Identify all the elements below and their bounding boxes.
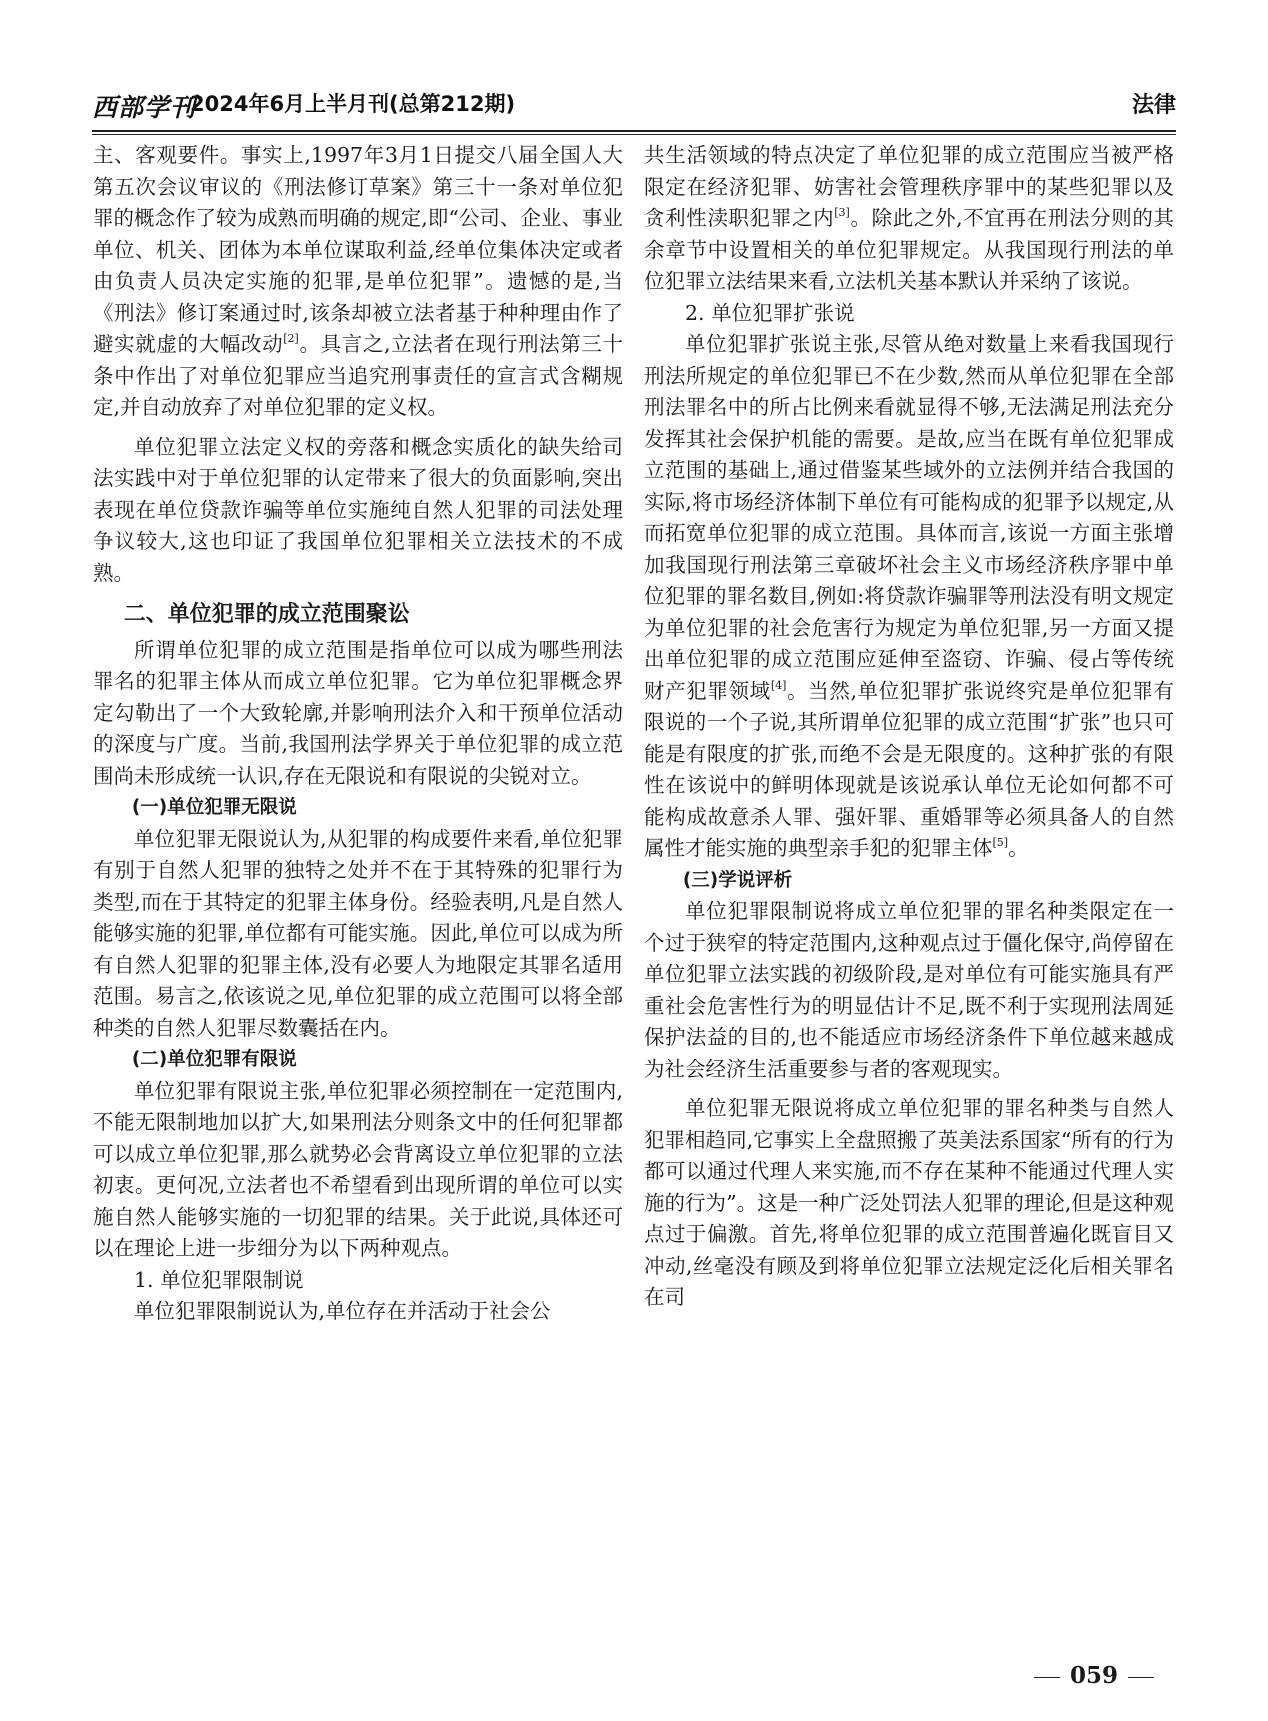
citation-ref: [5] bbox=[992, 836, 1009, 849]
running-header bbox=[92, 86, 1176, 126]
paragraph: 主、客观要件。事实上,1997年3月1日提交八届全国人大第五次会议审议的《刑法修订草案》第三十一条对单位犯罪的概念作了较为成熟而明确的规定,即“公司、企业、事业单位、机关、团体为本单位谋取利益,经单位集体决定或者由负责人员决定实施的犯罪,是单位犯罪”。遗憾的是,当《刑法》修订案通过时,该条却被立法者基于种种理由作了避实就虚的大幅改动[2]。具言之,立法者在现行刑法第三十条中作出了对单位犯罪应当追究刑事责任的宣言式含糊规定,并自动放弃了对单位犯罪的定义权。 bbox=[93, 143, 624, 419]
paragraph: 单位犯罪无限说认为,从犯罪的构成要件来看,单位犯罪有别于自然人犯罪的独特之处并不在于其特殊的犯罪行为类型,而在于其特定的犯罪主体身份。经验表明,凡是自然人能够实施的犯罪,单位都有可能实施。因此,单位可以成为所有自然人犯罪的犯罪主体,没有必要人为地限定其罪名适用范围。易言之,依该说之见,单位犯罪的成立范围可以将全部种类的自然人犯罪尽数囊括在内。 bbox=[93, 826, 623, 1040]
paragraph: 所谓单位犯罪的成立范围是指单位可以成为哪些刑法罪名的犯罪主体从而成立单位犯罪。它为单位犯罪概念界定勾勒出了一个大致轮廓,并影响刑法介入和干预单位活动的深度与广度。当前,我国刑法学界关于单位犯罪的成立范围尚未形成统一认识,存在无限说和有限说的尖锐对立。 bbox=[93, 637, 623, 788]
paragraph: 单位犯罪限制说将成立单位犯罪的罪名种类限定在一个过于狭窄的特定范围内,这种观点过于僵化保守,尚停留在单位犯罪立法实践的初级阶段,是对单位有可能实施具有严重社会危害性行为的明显估计不足,既不利于实现刑法周延保护法益的目的,也不能适应市场经济条件下单位越来越成为社会经济生活重要参与者的客观现实。 bbox=[644, 899, 1174, 1081]
paragraph: 单位犯罪扩张说主张,尽管从绝对数量上来看我国现行刑法所规定的单位犯罪已不在少数,然而从单位犯罪在全部刑法罪名中的所占比例来看就显得不够,无法满足刑法充分发挥其社会保护机能的需要。是故,应当在既有单位犯罪成立范围的基础上,通过借鉴某些域外的立法例并结合我国的实际,将市场经济体制下单位有可能构成的犯罪予以规定,从而拓宽单位犯罪的成立范围。具体而言,该说一方面主张增加我国现行刑法第三章破坏社会主义市场经济秩序罪中单位犯罪的罪名数目,例如:将贷款诈骗罪等刑法没有明文规定为单位犯罪的社会危害行为规定为单位犯罪,另一方面又提出单位犯罪的成立范围应延伸至盗窃、诈骗、侵占等传统财产犯罪领域[4]。当然,单位犯罪扩张说终究是单位犯罪有限说的一个子说,其所谓单位犯罪的成立范围“扩张”也只可能是有限度的扩张,而绝不会是无限度的。这种扩张的有限性在该说中的鲜明体现就是该说承认单位无论如何都不可能构成故意杀人罪、强奸罪、重婚罪等必须具备人的自然属性才能实施的典型亲手犯的犯罪主体[5]。 bbox=[644, 332, 1175, 860]
left-column bbox=[93, 140, 623, 1328]
dash-right bbox=[1128, 1677, 1154, 1678]
paragraph: 单位犯罪限制说认为,单位存在并活动于社会公 bbox=[134, 1299, 551, 1323]
citation-ref: [2] bbox=[283, 332, 299, 345]
subsection-heading: (一)单位犯罪无限说 bbox=[131, 797, 297, 818]
dash-left bbox=[1034, 1677, 1060, 1678]
citation-ref: [3] bbox=[834, 206, 850, 219]
paragraph: 单位犯罪无限说将成立单位犯罪的罪名种类与自然人犯罪相趋同,它事实上全盘照搬了英美法系国家“所有的行为都可以通过代理人来实施,而不存在某种不能通过代理人实施的行为”。这是一种广泛处罚法人犯罪的理论,但是这种观点过于偏激。首先,将单位犯罪的成立范围普遍化既盲目又冲动,丝毫没有顾及到将单位犯罪立法规定泛化后相关罪名在司 bbox=[644, 1096, 1174, 1309]
header-rule-thin bbox=[92, 134, 1176, 135]
sub-subsection-heading: 1. 单位犯罪限制说 bbox=[134, 1267, 304, 1292]
paragraph: 共生活领域的特点决定了单位犯罪的成立范围应当被严格限定在经济犯罪、妨害社会管理秩序罪中的某些犯罪以及贪利性渎职犯罪之内[3]。除此之外,不宜再在刑法分则的其余章节中设置相关的单位犯罪规定。从我国现行刑法的单位犯罪立法结果来看,立法机关基本默认并采纳了该说。 bbox=[644, 143, 1175, 293]
journal-issue: 2024年6月上半月刊(总第212期) bbox=[190, 92, 516, 116]
sub-subsection-heading: 2. 单位犯罪扩张说 bbox=[685, 300, 855, 325]
subsection-heading: (三)学说评析 bbox=[682, 869, 793, 891]
header-rule bbox=[92, 130, 1176, 132]
section-label: 法律 bbox=[1131, 93, 1176, 118]
page-number: 059 bbox=[1024, 1662, 1164, 1689]
right-column bbox=[644, 140, 1174, 1314]
subsection-heading: (二)单位犯罪有限说 bbox=[131, 1049, 297, 1070]
paragraph: 单位犯罪立法定义权的旁落和概念实质化的缺失给司法实践中对于单位犯罪的认定带来了很大的负面影响,突出表现在单位贷款诈骗等单位实施纯自然人犯罪的司法处理争议较大,这也印证了我国单位犯罪相关立法技术的不成熟。 bbox=[93, 434, 623, 585]
paragraph: 单位犯罪有限说主张,单位犯罪必须控制在一定范围内,不能无限制地加以扩大,如果刑法分则条文中的任何犯罪都可以成立单位犯罪,那么就势必会背离设立单位犯罪的立法初衷。更何况,立法者也不希望看到出现所谓的单位可以实施自然人能够实施的一切犯罪的结果。关于此说,具体还可以在理论上进一步细分为以下两种观点。 bbox=[93, 1078, 623, 1260]
section-heading: 二、单位犯罪的成立范围聚讼 bbox=[123, 602, 410, 627]
journal-logo: 西部学刊 bbox=[92, 93, 197, 122]
citation-ref: [4] bbox=[770, 678, 787, 692]
